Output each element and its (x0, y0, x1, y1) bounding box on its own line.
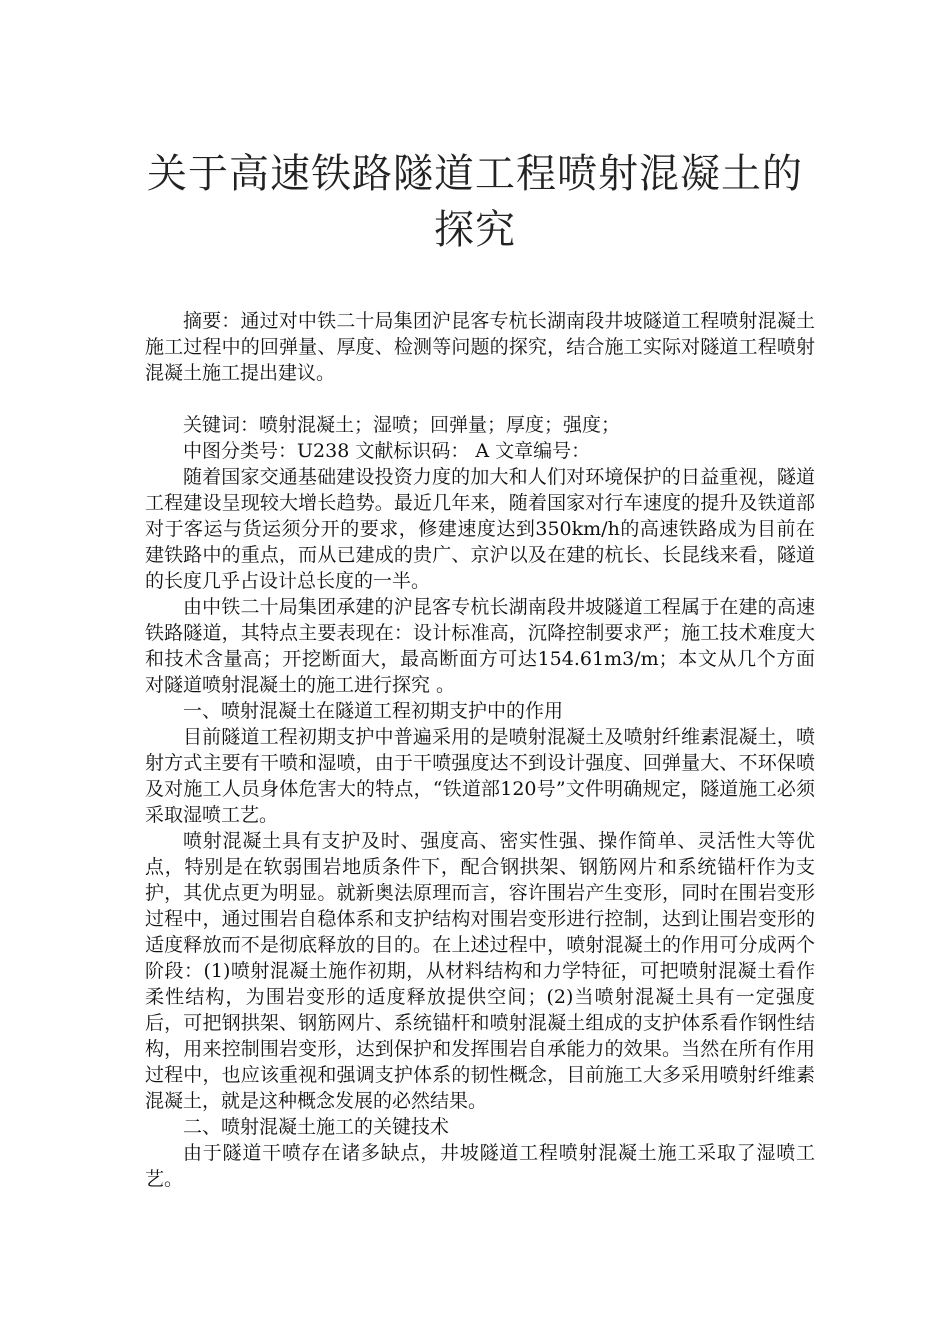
abstract-paragraph: 摘要：通过对中铁二十局集团沪昆客专杭长湖南段井坡隧道工程喷射混凝土施工过程中的回弹量、厚度、检测等问题的探究，结合施工实际对隧道工程喷射混凝土施工提出建议。 (145, 310, 815, 384)
spacer (145, 386, 815, 412)
keywords-line: 关键词：喷射混凝土；湿喷；回弹量；厚度；强度； (183, 414, 621, 436)
title-line-2: 探究 (434, 207, 516, 253)
body-paragraph: 喷射混凝土具有支护及时、强度高、密实性强、操作简单、灵活性大等优点，特别是在软弱围岩地质条件下，配合钢拱架、钢筋网片和系统锚杆作为支护，其优点更为明显。就新奥法原理而言，容许围岩产生变形，同时在围岩变形过程中，通过围岩自稳体系和支护结构对围岩变形进行控制，达到让围岩变形的适度释放而不是彻底释放的目的。在上述过程中，喷射混凝土的作用可分成两个阶段：(1)喷射混凝土施作初期，从材料结构和力学特征，可把喷射混凝土看作柔性结构，为围岩变形的适度释放提供空间；(2)当喷射混凝土具有一定强度后，可把钢拱架、钢筋网片、系统锚杆和喷射混凝土组成的支护体系看作钢性结构，用来控制围岩变形，达到保护和发挥围岩自承能力的效果。当然在所有作用过程中，也应该重视和强调支护体系的韧性概念，目前施工大多采用喷射纤维素混凝土，就是这种概念发展的必然结果。 (145, 830, 815, 1112)
section-heading: 二、喷射混凝土施工的关键技术 (183, 1116, 450, 1138)
body-paragraph: 随着国家交通基础建设投资力度的加大和人们对环境保护的日益重视，隧道工程建设呈现较大增长趋势。最近几年来，随着国家对行车速度的提升及铁道部对于客运与货运须分开的要求，修建速度达到350km/h的高速铁路成为目前在建铁路中的重点，而从已建成的贵广、京沪以及在建的杭长、长昆线来看，隧道的长度几乎占设计总长度的一半。 (145, 466, 815, 592)
document-body (145, 308, 815, 1192)
section-heading: 一、喷射混凝土在隧道工程初期支护中的作用 (183, 700, 564, 722)
body-paragraph: 由于隧道干喷存在诸多缺点，井坡隧道工程喷射混凝土施工采取了湿喷工艺。 (145, 1142, 815, 1190)
body-paragraph: 由中铁二十局集团承建的沪昆客专杭长湖南段井坡隧道工程属于在建的高速铁路隧道，其特点主要表现在：设计标准高，沉降控制要求严；施工技术难度大和技术含量高；开挖断面大，最高断面方可达154.61m3/m；本文从几个方面对隧道喷射混凝土的施工进行探究 。 (145, 596, 815, 696)
body-paragraph: 目前隧道工程初期支护中普遍采用的是喷射混凝土及喷射纤维素混凝土，喷射方式主要有干喷和湿喷，由于干喷强度达不到设计强度、回弹量大、不环保喷及对施工人员身体危害大的特点，“铁道部120号”文件明确规定，隧道施工必须采取湿喷工艺。 (145, 726, 815, 826)
title-line-1: 关于高速铁路隧道工程喷射混凝土的 (147, 151, 803, 197)
document-title (100, 146, 850, 258)
classification-line: 中图分类号：U238 文献标识码： A 文章编号： (183, 440, 591, 462)
